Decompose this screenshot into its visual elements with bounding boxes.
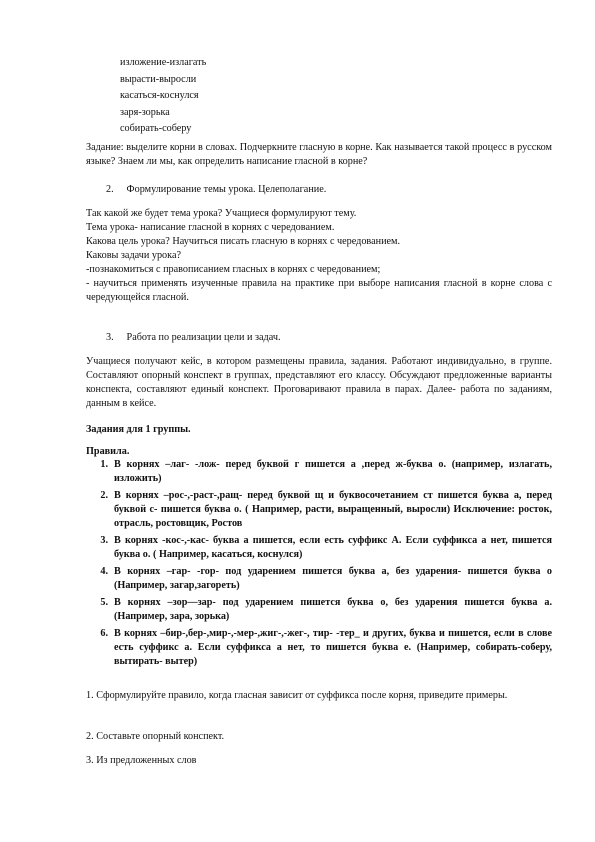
rule-item bbox=[86, 458, 552, 486]
goals-block bbox=[86, 207, 552, 305]
rule-number: 6. bbox=[100, 628, 108, 639]
rule-item bbox=[86, 565, 552, 593]
rule-text: В корнях –гар- -гор- под ударением пишется буква а, без ударения- пишется буква о (Например, загар,загореть) bbox=[114, 566, 552, 591]
word-item: изложение-излагать bbox=[120, 57, 207, 68]
word-item: заря-зорька bbox=[120, 106, 170, 118]
rule-number: 3. bbox=[100, 535, 108, 546]
word-list bbox=[120, 55, 206, 138]
rule-item bbox=[86, 596, 552, 624]
rule-text: В корнях –зор—зар- под ударением пишется буква о, без ударения пишется буква а. (Например, зара, зорька) bbox=[114, 597, 552, 622]
section-title: Формулирование темы урока. Целеполагание. bbox=[126, 184, 327, 195]
task-1: 1. Сформулируйте правило, когда гласная зависит от суффикса после корня, приведите примеры. bbox=[86, 690, 508, 701]
section-3-heading bbox=[106, 331, 281, 345]
task-2: 2. Составьте опорный конспект. bbox=[86, 731, 225, 742]
goal-line: Так какой же будет тема урока? Учащиеся формулируют тему. bbox=[86, 208, 357, 219]
task-3: 3. Из предложенных слов bbox=[86, 755, 197, 766]
rule-item bbox=[86, 534, 552, 562]
rules-title: Правила. bbox=[86, 446, 130, 457]
word-item: касаться-коснулся bbox=[120, 90, 199, 101]
rule-number: 2. bbox=[100, 490, 108, 501]
section-title: Работа по реализации цели и задач. bbox=[126, 332, 281, 343]
goal-line: -познакомиться с правописанием гласных в корнях с чередованием; bbox=[86, 264, 381, 275]
task-intro: Задание: выделите корни в словах. Подчеркните гласную в корне. Как называется такой процесс в русском языке? Знаем ли мы, как определить написание гласной в корне? bbox=[86, 142, 552, 167]
rule-text: В корнях –рос-,-раст-,ращ- перед буквой щ и буквосочетанием ст пишется буква а, перед буквой с- пишется буква о. ( Например, расти, выращенный, выросли) Исключение: росток, отрасль, ростовщик, Ростов bbox=[114, 490, 552, 529]
rule-number: 4. bbox=[100, 566, 108, 577]
rule-text: В корнях -кос-,-кас- буква а пишется, если есть суффикс А. Если суффикса а нет, пишется буква о. ( Например, касаться, коснулся) bbox=[114, 535, 552, 560]
section-number: 3. bbox=[106, 332, 114, 343]
case-description: Учащиеся получают кейс, в котором размещены правила, задания. Работают индивидуально, в группе. Составляют опорный конспект в группах, представляют его классу. Обсуждают предложенные варианты конспекта, составляют единый конспект. Проговаривают правила в парах. Далее- работа по заданиям, данным в кейсе. bbox=[86, 356, 552, 409]
rule-text: В корнях –бир-,бер-,мир-,-мер-,жиг-,-жег-, тир- -тер_ и других, буква и пишется, если в слове есть суффикс а. Если суффикса а нет, то пишется буква е. (Например, собирать-соберу, вытирать- вытер) bbox=[114, 628, 552, 667]
rule-item bbox=[86, 627, 552, 669]
group-tasks-title: Задания для 1 группы. bbox=[86, 424, 191, 435]
goal-line: Каковы задачи урока? bbox=[86, 250, 181, 261]
word-item: собирать-соберу bbox=[120, 123, 192, 134]
rule-text: В корнях –лаг- -лож- перед буквой г пишется а ,перед ж-буква о. (например, излагать, изложить) bbox=[114, 459, 552, 484]
goal-line: Какова цель урока? Научиться писать гласную в корнях с чередованием. bbox=[86, 236, 401, 247]
rule-item bbox=[86, 489, 552, 531]
rule-number: 1. bbox=[100, 459, 108, 470]
rules-list bbox=[86, 458, 552, 672]
rule-number: 5. bbox=[100, 597, 108, 608]
word-item: вырасти-выросли bbox=[120, 73, 197, 85]
section-number: 2. bbox=[106, 184, 114, 195]
section-2-heading bbox=[106, 183, 326, 197]
goal-line: Тема урока- написание гласной в корнях с чередованием. bbox=[86, 222, 335, 233]
goal-line: - научиться применять изученные правила на практике при выборе написания гласной в корне слова с чередующейся гласной. bbox=[86, 278, 552, 303]
